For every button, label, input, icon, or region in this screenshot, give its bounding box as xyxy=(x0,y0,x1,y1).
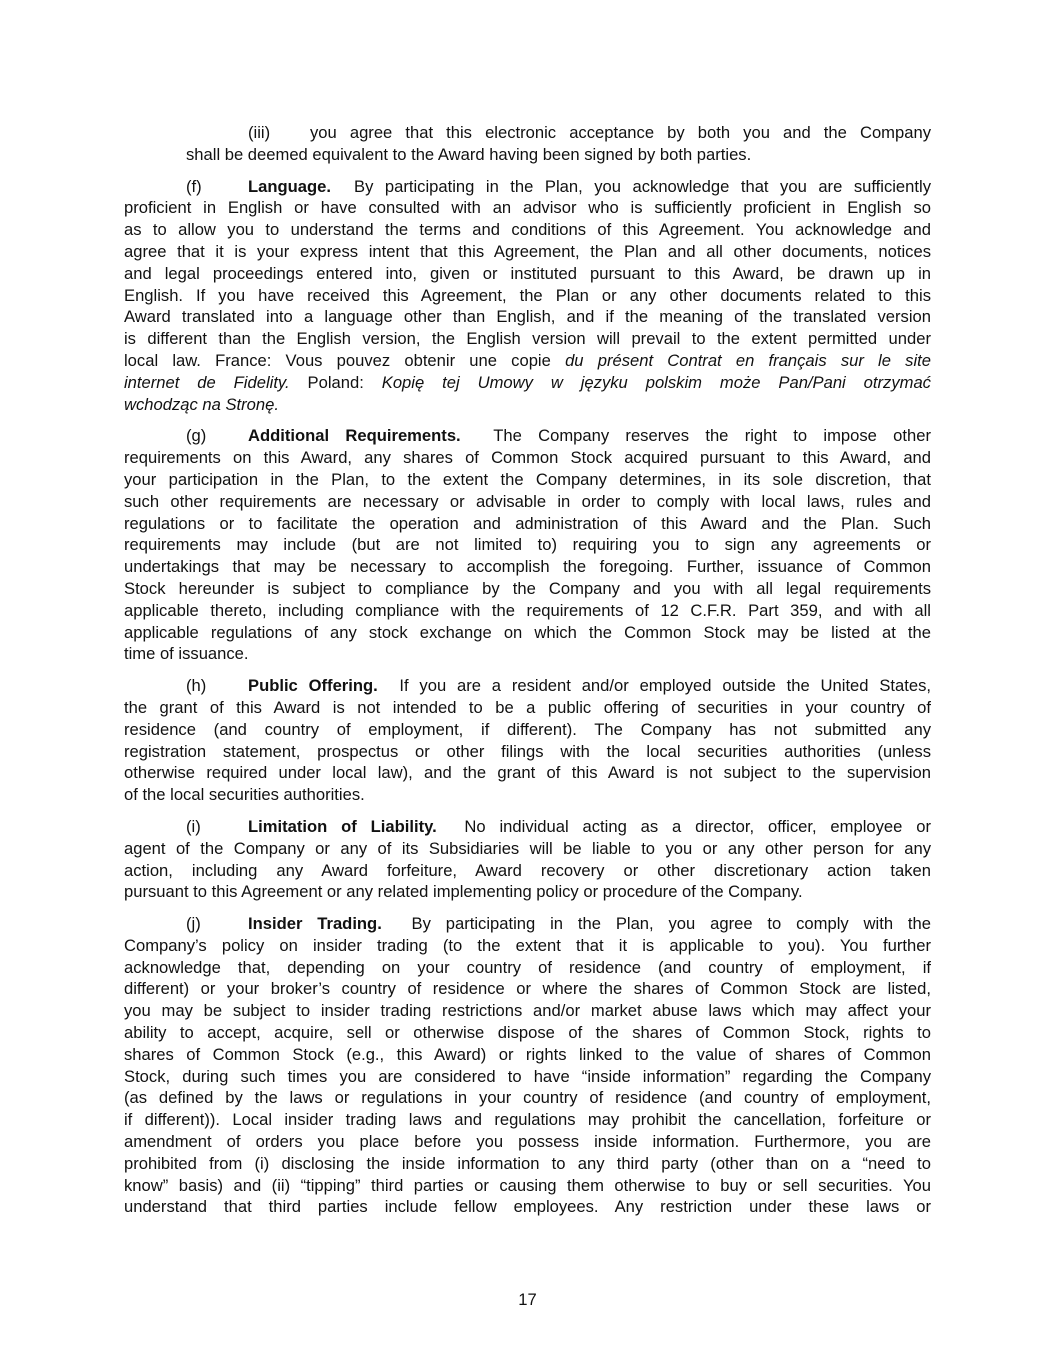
paragraph-f-line-1: (f) Language. By participating in the Plan, you acknowledge that you are sufficiently xyxy=(186,176,931,196)
paragraph-h-heading: Public Offering. xyxy=(248,676,378,696)
paragraph-g-line-7: undertakings that may be necessary to accomplish the foregoing. Further, issuance of Common xyxy=(124,557,931,577)
paragraph-h-line-4: registration statement, prospectus or other filings with the local securities authorities (unless xyxy=(124,741,931,761)
paragraph-i-heading: Limitation of Liability. xyxy=(248,816,437,836)
paragraph-h-line-5: otherwise required under local law), and the grant of this Award is not subject to the supervision xyxy=(124,763,931,783)
paragraph-i-number: (i) xyxy=(186,816,201,836)
paragraph-g-line-6: requirements may include (but are not limited to) requiring you to sign any agreements or xyxy=(124,535,931,555)
paragraph-i-line-1: (i) Limitation of Liability. No individual acting as a director, officer, employee or xyxy=(186,816,931,836)
paragraph-f-heading: Language. xyxy=(248,176,331,196)
paragraph-g-number: (g) xyxy=(186,426,207,446)
paragraph-g-line-11: time of issuance. xyxy=(124,644,249,664)
paragraph-j-line-4: different) or your broker’s country of residence or where the shares of Common Stock are listed, xyxy=(124,979,931,999)
paragraph-j-line-5: you may be subject to insider trading restrictions and/or market abuse laws which may affect your xyxy=(124,1001,931,1021)
document-page xyxy=(124,122,931,1232)
paragraph-g-additional-requirements xyxy=(124,425,931,665)
paragraph-iii-line-1: (iii) you agree that this electronic acceptance by both you and the Company xyxy=(248,123,931,142)
paragraph-j-number: (j) xyxy=(186,914,201,934)
paragraph-f-line-8: is different than the English version, the English version will prevail to the extent permitted under xyxy=(124,329,931,349)
paragraph-g-line-10: applicable regulations of any stock exchange on which the Common Stock may be listed at the xyxy=(124,622,931,642)
paragraph-j-line-1: (j) Insider Trading. By participating in the Plan, you agree to comply with the xyxy=(186,914,931,934)
paragraph-i-limitation-of-liability xyxy=(124,816,931,903)
paragraph-g-heading: Additional Requirements. xyxy=(248,426,461,446)
paragraph-i-line-4: pursuant to this Agreement or any related implementing policy or procedure of the Company. xyxy=(124,882,803,902)
paragraph-h-line-2: the grant of this Award is not intended to be a public offering of securities in your country of xyxy=(124,697,931,717)
paragraph-g-line-8: Stock hereunder is subject to compliance by the Company and you with all legal requirements xyxy=(124,578,931,598)
paragraph-j-line-14: understand that third parties include fellow employees. Any restriction under these laws or xyxy=(124,1197,931,1217)
paragraph-j-line-8: Stock, during such times you are considered to have “inside information” regarding the Company xyxy=(124,1066,931,1086)
paragraph-j-heading: Insider Trading. xyxy=(248,914,382,934)
paragraph-j-insider-trading xyxy=(124,913,931,1218)
page-number: 17 xyxy=(518,1290,537,1309)
paragraph-f-language xyxy=(124,176,931,416)
paragraph-g-line-4: such other requirements are necessary or advisable in order to comply with local laws, rules and xyxy=(124,491,931,511)
paragraph-g-line-9: applicable thereto, including compliance with the requirements of 12 C.F.R. Part 359, and with all xyxy=(124,600,931,620)
paragraph-f-line-5: and legal proceedings entered into, given or instituted pursuant to this Award, be drawn up in xyxy=(124,263,931,283)
paragraph-f-line-11: wchodząc na Stronę. xyxy=(124,394,279,414)
polish-text: Kopię tej Umowy w języku polskim może Pan/Pani otrzymać xyxy=(381,372,931,392)
paragraph-j-line-13: know” basis) and (ii) “tipping” third parties or causing them otherwise to buy or sell securities. You xyxy=(124,1175,931,1195)
paragraph-h-line-3: residence (and country of employment, if different). The Company has not submitted any xyxy=(124,719,931,739)
paragraph-f-line-6: English. If you have received this Agreement, the Plan or any other documents related to this xyxy=(124,285,931,305)
paragraph-j-line-7: shares of Common Stock (e.g., this Award) or rights linked to the value of shares of Common xyxy=(124,1044,931,1064)
paragraph-f-line-3: as to allow you to understand the terms and conditions of this Agreement. You acknowledge and xyxy=(124,220,931,240)
paragraph-iii-number: (iii) xyxy=(248,123,271,142)
paragraph-h-line-1: (h) Public Offering. If you are a resident and/or employed outside the United States, xyxy=(186,676,931,696)
paragraph-j-line-3: acknowledge that, depending on your country of residence (and country of employment, if xyxy=(124,957,931,977)
paragraph-g-line-2: requirements on this Award, any shares of Common Stock acquired pursuant to this Award, and xyxy=(124,448,931,468)
paragraph-j-line-6: ability to accept, acquire, sell or otherwise dispose of the shares of Common Stock, rights to xyxy=(124,1023,931,1043)
paragraph-h-number: (h) xyxy=(186,676,207,696)
paragraph-g-line-3: your participation in the Plan, to the extent the Company determines, in its sole discretion, that xyxy=(124,469,931,489)
paragraph-f-line-10: internet de Fidelity. Poland: Kopię tej Umowy w języku polskim może Pan/Pani otrzymać xyxy=(124,372,931,392)
paragraph-f-number: (f) xyxy=(186,176,202,196)
paragraph-i-line-2: agent of the Company or any of its Subsidiaries will be liable to you or any other person for any xyxy=(124,838,931,858)
paragraph-i-line-3: action, including any Award forfeiture, Award recovery or other discretionary action taken xyxy=(124,860,931,880)
paragraph-j-line-12: prohibited from (i) disclosing the inside information to any third party (other than on a “need to xyxy=(124,1153,931,1173)
paragraph-h-line-6: of the local securities authorities. xyxy=(124,785,365,805)
paragraph-g-line-1: (g) Additional Requirements. The Company reserves the right to impose other xyxy=(186,426,931,446)
paragraph-j-line-11: amendment of orders you place before you possess inside information. Furthermore, you are xyxy=(124,1132,931,1152)
paragraph-iii xyxy=(124,122,931,166)
paragraph-f-line-7: Award translated into a language other than English, and if the meaning of the translated version xyxy=(124,307,931,327)
paragraph-g-line-5: regulations or to facilitate the operation and administration of this Award and the Plan. Such xyxy=(124,513,931,533)
paragraph-iii-line-2: shall be deemed equivalent to the Award having been signed by both parties. xyxy=(186,144,752,164)
paragraph-f-line-9: local law. France: Vous pouvez obtenir une copie du présent Contrat en français sur le site xyxy=(124,350,931,370)
paragraph-j-line-9: (as defined by the laws or regulations in your country of residence (and country of employment, xyxy=(124,1088,931,1108)
paragraph-f-line-2: proficient in English or have consulted with an advisor who is sufficiently proficient in English so xyxy=(124,198,931,218)
paragraph-j-line-2: Company’s policy on insider trading (to the extent that it is applicable to you). You further xyxy=(124,935,931,955)
french-text: du présent Contrat en français sur le site xyxy=(565,350,931,370)
paragraph-f-line-4: agree that it is your express intent that this Agreement, the Plan and all other documents, notices xyxy=(124,241,931,261)
paragraph-j-line-10: if different)). Local insider trading laws and regulations may prohibit the cancellation, forfeiture or xyxy=(124,1110,931,1130)
paragraph-h-public-offering xyxy=(124,675,931,806)
